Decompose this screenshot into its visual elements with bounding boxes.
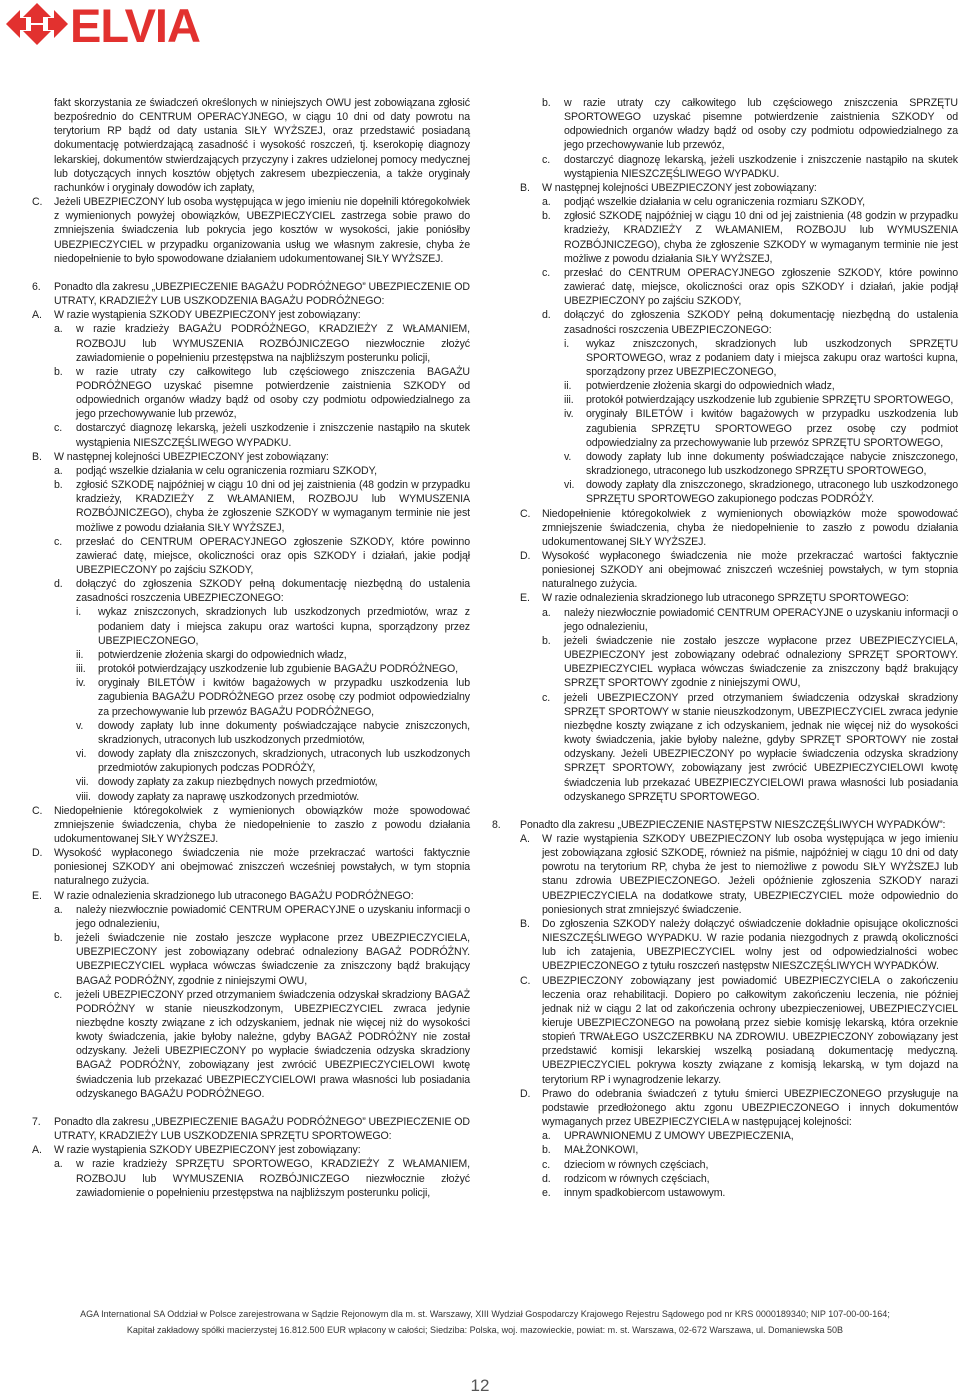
section-8 bbox=[492, 818, 958, 832]
list-label: b. bbox=[542, 210, 551, 223]
list-text: dowody zapłaty lub inne dokumenty poświadczające nabycie zniszczonych, skradzionych, utraconych lub uszkodzonych przedmiotów, bbox=[98, 719, 470, 746]
list-text: dowody zapłaty za naprawę uszkodzonych przedmiotów. bbox=[98, 790, 360, 803]
list-label: E. bbox=[32, 889, 42, 902]
list-label: c. bbox=[54, 535, 63, 548]
list-text: wykaz zniszczonych, skradzionych lub uszkodzonych przedmiotów, wraz z podaniem daty i miejsca zakupu oraz wartości kupna, sporządzony przez UBEZPIECZONEGO, bbox=[98, 606, 470, 647]
section-7 bbox=[32, 1115, 470, 1143]
list-text: dołączyć do zgłoszenia SZKODY pełną dokumentację niezbędną do ustalenia zasadności roszczenia UBEZPIECZONEGO: bbox=[564, 309, 958, 336]
section-number: 7. bbox=[32, 1115, 41, 1128]
list-item bbox=[32, 1143, 470, 1157]
list-text: jeżeli świadczenie nie zostało jeszcze wypłacone przez UBEZPIECZYCIELA, UBEZPIECZONY jest zobowiązany odebrać odnaleziony SPRZĘT SPORTOWY. UBEZPIECZYCIEL wypłaca wówczas świadczenie za zniszczony bądź brakujący SPRZĘT SPORTOWY zgodnie z niniejszymi OWU, bbox=[564, 634, 958, 690]
list-label: c. bbox=[542, 153, 551, 166]
list-item bbox=[542, 1158, 958, 1172]
list-label: d. bbox=[542, 1172, 551, 1185]
list-text: jeżeli świadczenie nie zostało jeszcze wypłacone przez UBEZPIECZYCIELA, UBEZPIECZONY jest zobowiązany odebrać odnaleziony BAGAŻ PODRÓŻNY. UBEZPIECZYCIEL wypłaca wówczas świadczenie za zniszczony bądź brakujący BAGAŻ PODRÓŻNY, zgodnie z niniejszymi OWU, bbox=[76, 932, 470, 987]
footer-line: AGA International SA Oddział w Polsce zarejestrowana w Sądzie Rejonowym dla m. st. Warszawy, XIII Wydział Gospodarczy Krajowego Rejestru Sądowego pod nr KRS 0000189340; NIP 107-00-00-164; bbox=[80, 1309, 890, 1319]
list-label: iv. bbox=[564, 408, 574, 421]
list-label: ii. bbox=[564, 380, 572, 393]
list-label: d. bbox=[54, 578, 63, 591]
list-text: Niedopełnienie któregokolwiek z wymienionych obowiązków może spowodować zmniejszenie świadczenia, chyba że niedopełnienie to zaszło z powodu działania udokumentowanej SIŁY WYŻSZEJ. bbox=[542, 507, 958, 548]
left-column bbox=[32, 96, 470, 1200]
list-item bbox=[32, 308, 470, 322]
list-text: przesłać do CENTRUM OPERACYJNEGO zgłoszenie SZKODY, które powinno zawierać datę, miejsce, okoliczności oraz opis SZKODY i działań, jakie podjął UBEZPIECZONY po zajściu SZKODY, bbox=[76, 535, 470, 576]
list-text: W następnej kolejności UBEZPIECZONY jest zobowiązany: bbox=[54, 450, 329, 463]
list-label: c. bbox=[542, 1158, 551, 1171]
list-label: v. bbox=[76, 719, 84, 732]
list-label: b. bbox=[54, 479, 63, 492]
list-item bbox=[32, 889, 470, 903]
list-label: a. bbox=[54, 323, 63, 336]
list-text: podjąć wszelkie działania w celu ograniczenia rozmiaru SZKODY, bbox=[76, 464, 377, 477]
list-text: Do zgłoszenia SZKODY należy dołączyć oświadczenie dokładnie opisujące okoliczności NIESZCZĘŚLIWEGO WYPADKU. W razie podania niezgodnych z prawdą okoliczności lub ich zatajenia, UBEZPIECZYCIEL wolny jest od odpowiedzialności wobec UBEZPIECZONEGO z tytułu roszczeń następstw NIESZCZĘŚLIWYCH WYPADKÓW. bbox=[542, 917, 958, 973]
list-text: UPRAWNIONEMU Z UMOWY UBEZPIECZENIA, bbox=[564, 1130, 794, 1143]
list-item bbox=[520, 507, 958, 549]
list-text: w razie utraty czy całkowitego lub częściowego zniszczenia SPRZĘTU SPORTOWEGO uzyskać pisemne potwierdzenie zaistnienia SZKODY od odpowiednich organów władzy bądź od osoby czy podmiotu odpowiedzialnego za jego przechowywanie lub przewóz, bbox=[564, 97, 958, 152]
list-text: W razie wystąpienia SZKODY UBEZPIECZONY jest zobowiązany: bbox=[54, 1144, 361, 1157]
list-item bbox=[54, 478, 470, 535]
list-text: dowody zapłaty za zakup niezbędnych nowych przedmiotów, bbox=[98, 776, 378, 789]
list-text: potwierdzenie złożenia skargi do odpowiednich władz, bbox=[98, 648, 347, 661]
list-text: MAŁŻONKOWI, bbox=[564, 1144, 639, 1157]
list-text: UBEZPIECZONY zobowiązany jest powiadomić UBEZPIECZYCIELA o zakończeniu leczenia oraz rehabilitacji. Dopiero po całkowitym zakończeniu leczenia, nie później jednak niż w ciągu 2 lat od zakończenia ochrony ubezpieczeniowej, UBEZPIECZYCIEL kieruje UBEZPIECZONEGO na powołaną przez siebie komisję lekarską, która orzeknie stopień TRWAŁEGO USZCZERBKU NA ZDROWIU. UBEZPIECZONY zobowiązany jest przedstawić komisji lekarskiej wszelką posiadaną dokumentację medyczną. UBEZPIECZYCIEL pokrywa koszty związane z komisją lekarską, w tym dojazd na terytorium RP i wynagrodzenie lekarzy. bbox=[542, 974, 958, 1086]
list-label: c. bbox=[54, 988, 63, 1001]
list-item bbox=[54, 535, 470, 577]
list-text: W razie odnalezienia skradzionego lub utraconego BAGAŻU PODRÓŻNEGO: bbox=[54, 889, 414, 902]
list-text: dostarczyć diagnozę lekarską, jeżeli uszkodzenie i zniszczenie nastąpiło na skutek wystąpienia NIESZCZĘŚLIWEGO WYPADKU. bbox=[76, 422, 470, 449]
list-item bbox=[54, 322, 470, 364]
brand-wordmark: ELVIA bbox=[70, 3, 200, 45]
section-6 bbox=[32, 280, 470, 308]
list-item bbox=[54, 464, 470, 478]
list-item bbox=[564, 379, 958, 393]
list-text: należy niezwłocznie powiadomić CENTRUM OPERACYJNE o uzyskaniu informacji o jego odnalezieniu, bbox=[564, 606, 958, 633]
list-item bbox=[76, 605, 470, 647]
list-text: oryginały BILETÓW i kwitów bagażowych w przypadku uszkodzenia lub zagubienia BAGAŻU PODRÓŻNEGO przez osobę czy podmiot odpowiedzialny za przechowywanie lub przewóz BAGAŻU PODRÓŻNEGO, bbox=[98, 677, 470, 718]
list-text: Niedopełnienie któregokolwiek z wymienionych obowiązków może spowodować zmniejszenie świadczenia, chyba że niedopełnienie to zaszło z powodu działania udokumentowanej SIŁY WYŻSZEJ. bbox=[54, 804, 470, 845]
list-item bbox=[542, 153, 958, 181]
list-text: Prawo do odebrania świadczeń z tytułu śmierci UBEZPIECZONEGO przysługuje na podstawie przedłożonego aktu zgonu UBEZPIECZONEGO i innych dokumentów wymaganych przez UBEZPIECZYCIELA w następującej kolejności: bbox=[542, 1087, 958, 1129]
list-label: b. bbox=[54, 932, 63, 945]
list-item bbox=[542, 634, 958, 691]
list-item bbox=[54, 577, 470, 605]
list-text: przesłać do CENTRUM OPERACYJNEGO zgłoszenie SZKODY, które powinno zawierać datę, miejsce, okoliczności oraz opis SZKODY i działań, jakie podjął UBEZPIECZONY po zajściu SZKODY, bbox=[564, 266, 958, 308]
list-item bbox=[76, 676, 470, 718]
list-item bbox=[542, 1143, 958, 1157]
list-text: dzieciom w równych częściach, bbox=[564, 1158, 709, 1171]
list-text: zgłosić SZKODĘ najpóźniej w ciągu 10 dni od jej zaistnienia (48 godzin w przypadku kradzieży, KRADZIEŻY Z WŁAMANIEM, ROZBOJU lub WYMUSZENIA ROZBÓJNICZEGO), chyba że zgłoszenie SZKODY w wymaganym terminie nie jest możliwe z powodu działania SIŁY WYŻSZEJ, bbox=[76, 479, 470, 534]
list-item bbox=[542, 209, 958, 266]
list-text: protokół potwierdzający uszkodzenie lub zgubienie SPRZĘTU SPORTOWEGO, bbox=[586, 394, 954, 407]
section-number: 6. bbox=[32, 280, 41, 293]
list-text: dostarczyć diagnozę lekarską, jeżeli uszkodzenie i zniszczenie nastąpiło na skutek wystąpienia NIESZCZĘŚLIWEGO WYPADKU. bbox=[564, 153, 958, 180]
list-item bbox=[520, 1087, 958, 1129]
list-label: c. bbox=[54, 422, 63, 435]
list-item bbox=[564, 478, 958, 506]
list-text: w razie kradzieży BAGAŻU PODRÓŻNEGO, KRADZIEŻY Z WŁAMANIEM, ROZBOJU lub WYMUSZENIA ROZBÓJNICZEGO niezwłocznie złożyć zawiadomienie o popełnieniu przestępstwa na najbliższym posterunku policji, bbox=[76, 323, 470, 364]
list-item bbox=[520, 917, 958, 974]
list-item bbox=[76, 648, 470, 662]
list-label: B. bbox=[520, 181, 530, 194]
list-label: vi. bbox=[564, 479, 575, 492]
list-text: w razie utraty czy całkowitego lub częściowego zniszczenia BAGAŻU PODRÓŻNEGO uzyskać pisemne potwierdzenie zaistnienia SZKODY od odpowiednich organów władzy bądź od osoby czy podmiotu odpowiedzialnego za jego przechowywanie lub przewóz, bbox=[76, 365, 470, 421]
list-label: iii. bbox=[76, 663, 86, 676]
list-item bbox=[542, 195, 958, 209]
list-item bbox=[32, 195, 470, 266]
list-text: dowody zapłaty dla zniszczonych, skradzionych, utraconych lub uszkodzonych przedmiotów zakupionych podczas PODRÓŻY, bbox=[98, 748, 470, 775]
list-label: d. bbox=[542, 309, 551, 322]
list-text: dowody zapłaty dla zniszczonego, skradzionego, utraconego lub uszkodzonego SPRZĘTU SPORTOWEGO zakupionego podczas PODRÓŻY. bbox=[586, 479, 958, 506]
list-item bbox=[520, 591, 958, 605]
list-label: C. bbox=[520, 507, 531, 520]
list-item bbox=[542, 1186, 958, 1200]
list-label: c. bbox=[542, 691, 551, 704]
footer bbox=[40, 1306, 930, 1338]
list-item bbox=[520, 974, 958, 1087]
section-title: Ponadto dla zakresu „UBEZPIECZENIE BAGAŻU PODRÓŻNEGO” UBEZPIECZENIE OD UTRATY, KRADZIEŻY LUB USZKODZENIA BAGAŻU PODRÓŻNEGO: bbox=[54, 280, 470, 308]
list-item bbox=[520, 549, 958, 591]
list-label: viii. bbox=[76, 790, 91, 803]
list-item bbox=[542, 96, 958, 153]
list-text: wykaz zniszczonych, skradzionych lub uszkodzonych SPRZĘTU SPORTOWEGO, wraz z podaniem daty i miejsca zakupu oraz wartości kupna, sporządzony przez UBEZPIECZONEGO, bbox=[586, 337, 958, 378]
list-label: b. bbox=[542, 634, 551, 647]
list-label: C. bbox=[32, 804, 43, 817]
list-label: c. bbox=[542, 266, 551, 279]
list-label: B. bbox=[520, 917, 530, 930]
list-item bbox=[564, 393, 958, 407]
footer-line: Kapitał zakładowy spółki macierzystej 16.812.500 EUR wpłacony w całości; Siedziba: Polska, woj. mazowieckie, powiat: m. st. Warszawa, 02-672 Warszawa, ul. Domaniewska 50B bbox=[126, 1325, 844, 1335]
list-item bbox=[76, 719, 470, 747]
list-item bbox=[542, 266, 958, 308]
list-label: E. bbox=[520, 592, 530, 605]
list-item bbox=[542, 308, 958, 336]
list-item bbox=[520, 832, 958, 917]
list-label: a. bbox=[54, 464, 63, 477]
list-item bbox=[520, 181, 958, 195]
paragraph: fakt skorzystania ze świadczeń określonych w niniejszych OWU jest zobowiązana zgłosić bezpośrednio do CENTRUM OPERACYJNEGO, w ciągu 10 dni od daty powrotu na terytorium RP bądź od daty ustania SIŁY WYŻSZEJ, oraz przedstawić posiadaną dokumentację potwierdzającą zasadność i wysokość roszczeń, tj. kserokopię diagnozy lekarskiej, dokumentów stwierdzających przyczyny i zakres udzielonej pomocy medycznej lub dotyczących innych kosztów objętych zakresem ubezpieczenia, a także oryginały rachunków i oryginały dowodów ich zapłaty, bbox=[54, 97, 470, 194]
list-text: należy niezwłocznie powiadomić CENTRUM OPERACYJNE o uzyskaniu informacji o jego odnalezieniu, bbox=[76, 903, 470, 930]
cross-emblem-icon bbox=[6, 3, 68, 45]
list-text: W razie wystąpienia SZKODY UBEZPIECZONY lub osoba występująca w jego imieniu jest zobowiązana zgłosić SZKODĘ, również na piśmie, najpóźniej w ciągu 10 dni od daty powrotu na terytorium RP, chyba że jest to niemożliwe z powodu SIŁY WYŻSZEJ lub stanu zdrowia UBEZPIECZONEGO. Jeżeli opóźnienie zgłoszenia SZKODY narazi UBEZPIECZYCIELA na dodatkowe straty, UBEZPIECZYCIEL może odpowiednio do poniesionych strat zmniejszyć świadczenie. bbox=[542, 832, 958, 916]
list-label: D. bbox=[32, 847, 43, 860]
list-item bbox=[542, 1172, 958, 1186]
list-text: rodzicom w równych częściach, bbox=[564, 1172, 710, 1185]
list-item bbox=[76, 775, 470, 789]
list-item bbox=[54, 931, 470, 988]
list-label: vii. bbox=[76, 776, 89, 789]
list-label: i. bbox=[564, 337, 570, 350]
list-text: W razie wystąpienia SZKODY UBEZPIECZONY jest zobowiązany: bbox=[54, 309, 361, 322]
list-item bbox=[32, 450, 470, 464]
list-label: b. bbox=[542, 1144, 551, 1157]
list-item bbox=[54, 421, 470, 449]
list-label: e. bbox=[542, 1186, 551, 1199]
list-label: ii. bbox=[76, 648, 84, 661]
list-text: oryginały BILETÓW i kwitów bagażowych w przypadku uszkodzenia lub zagubienia SPRZĘTU SPORTOWEGO przez osobę czy podmiot odpowiedzialny za przechowywanie lub przewóz SPRZĘTU SPORTOWEGO, bbox=[586, 408, 958, 449]
list-text: zgłosić SZKODĘ najpóźniej w ciągu 10 dni od jej zaistnienia (48 godzin w przypadku kradzieży, KRADZIEŻY Z WŁAMANIEM, ROZBOJU lub WYMUSZENIA ROZBÓJNICZEGO), chyba że zgłoszenie SZKODY w wymaganym terminie nie jest możliwe z powodu działania SIŁY WYŻSZEJ, bbox=[564, 210, 958, 265]
list-text: innym spadkobiercom ustawowym. bbox=[564, 1186, 726, 1199]
list-item bbox=[54, 1157, 470, 1199]
list-label: iv. bbox=[76, 677, 86, 690]
list-text: Jeżeli UBEZPIECZONY lub osoba występująca w jego imieniu nie dopełnili któregokolwiek z wymienionych powyżej obowiązków, UBEZPIECZYCIEL zastrzega sobie prawo do zmniejszenia świadczenia lub pokrycia jego kosztów w wysokości, jakie poniósłby UBEZPIECZYCIEL w przypadku organizowania usług we własnym zakresie, chyba że niedopełnienie to było spowodowane działaniem udokumentowanej SIŁY WYŻSZEJ. bbox=[54, 196, 470, 265]
right-column bbox=[492, 96, 958, 1200]
list-text: W razie odnalezienia skradzionego lub utraconego SPRZĘTU SPORTOWEGO: bbox=[542, 592, 909, 605]
list-text: jeżeli UBEZPIECZONY przed otrzymaniem świadczenia odzyskał skradziony SPRZĘT SPORTOWY w stanie nieuszkodzonym, UBEZPIECZYCIEL zwraca jedynie niezbędne koszty związane z ich odzyskaniem, jednak nie więcej niż do wysokości kwoty świadczenia, jakie byłoby należne, gdyby SPRZĘT SPORTOWY nie został odzyskany. Jeżeli UBEZPIECZONY po wypłacie świadczenia odzyska skradziony SPRZĘT SPORTOWY, zobowiązany jest zwrócić UBEZPIECZYCIELOWI kwotę świadczenia lub przekazać UBEZPIECZYCIELOWI prawa własności lub posiadania odzyskanego SPRZĘTU SPORTOWEGO. bbox=[564, 691, 958, 803]
list-text: dowody zapłaty lub inne dokumenty poświadczające nabycie zniszczonego, skradzionego, utraconego lub uszkodzonego SPRZĘTU SPORTOWEGO, bbox=[586, 450, 958, 478]
list-label: a. bbox=[542, 196, 551, 209]
list-label: a. bbox=[54, 903, 63, 916]
list-label: b. bbox=[542, 97, 551, 109]
list-item bbox=[564, 450, 958, 478]
list-text: W następnej kolejności UBEZPIECZONY jest zobowiązany: bbox=[542, 181, 817, 194]
list-item bbox=[542, 606, 958, 634]
list-text: potwierdzenie złożenia skargi do odpowiednich władz, bbox=[586, 380, 835, 393]
list-label: A. bbox=[520, 832, 530, 845]
list-item bbox=[54, 988, 470, 1101]
list-label: C. bbox=[32, 196, 43, 209]
section-number: 8. bbox=[492, 818, 501, 831]
list-label: a. bbox=[54, 1158, 63, 1171]
list-item bbox=[76, 790, 470, 804]
list-item bbox=[76, 662, 470, 676]
list-item bbox=[76, 747, 470, 775]
section-title: Ponadto dla zakresu „UBEZPIECZENIE NASTĘPSTW NIESZCZĘŚLIWYCH WYPADKÓW”: bbox=[520, 818, 946, 831]
list-item bbox=[32, 804, 470, 846]
list-label: vi. bbox=[76, 748, 87, 761]
list-label: D. bbox=[520, 1087, 531, 1100]
list-text: podjąć wszelkie działania w celu ograniczenia rozmiaru SZKODY, bbox=[564, 196, 865, 209]
list-label: D. bbox=[520, 550, 531, 562]
elvia-logo bbox=[6, 3, 270, 45]
list-text: dołączyć do zgłoszenia SZKODY pełną dokumentację niezbędną do ustalenia zasadności roszczenia UBEZPIECZONEGO: bbox=[76, 578, 470, 605]
list-text: Wysokość wypłaconego świadczenia nie może przekraczać wartości faktycznie poniesionej SZKODY ani obejmować zniszczeń wcześniej powstałych, w tym stopnia naturalnego zużycia. bbox=[542, 550, 958, 591]
list-item bbox=[564, 407, 958, 449]
list-item bbox=[542, 1129, 958, 1143]
list-text: w razie kradzieży SPRZĘTU SPORTOWEGO, KRADZIEŻY Z WŁAMANIEM, ROZBOJU lub WYMUSZENIA ROZBÓJNICZEGO niezwłocznie złożyć zawiadomienie o popełnieniu przestępstwa na najbliższym posterunku policji, bbox=[76, 1158, 470, 1199]
list-label: a. bbox=[542, 1130, 551, 1143]
list-label: B. bbox=[32, 450, 42, 463]
list-label: A. bbox=[32, 1144, 42, 1157]
list-label: i. bbox=[76, 606, 82, 619]
list-item bbox=[32, 846, 470, 888]
section-title: Ponadto dla zakresu „UBEZPIECZENIE BAGAŻU PODRÓŻNEGO” UBEZPIECZENIE OD UTRATY, KRADZIEŻY LUB USZKODZENIA SPRZĘTU SPORTOWEGO: bbox=[54, 1115, 470, 1143]
list-label: iii. bbox=[564, 394, 574, 407]
list-label: A. bbox=[32, 309, 42, 322]
list-item bbox=[54, 903, 470, 931]
list-label: b. bbox=[54, 365, 63, 378]
list-label: C. bbox=[520, 974, 531, 987]
page-number: 12 bbox=[470, 1376, 490, 1395]
list-label: v. bbox=[564, 450, 572, 463]
list-item bbox=[54, 365, 470, 422]
list-item bbox=[542, 691, 958, 804]
list-text: Wysokość wypłaconego świadczenia nie może przekraczać wartości faktycznie poniesionej SZKODY ani obejmować zniszczeń wcześniej powstałych, w tym stopnia naturalnego zużycia. bbox=[54, 847, 470, 888]
list-text: jeżeli UBEZPIECZONY przed otrzymaniem świadczenia odzyskał skradziony BAGAŻ PODRÓŻNY w stanie nieuszkodzonym, UBEZPIECZYCIEL zwraca jedynie niezbędne koszty związane z ich odzyskaniem, jednak nie więcej niż do wysokości kwoty świadczenia, jakie byłoby należne, gdyby BAGAŻ PODRÓŻNY nie został odzyskany. Jeżeli UBEZPIECZONY po wypłacie świadczenia odzyska skradziony BAGAŻ PODRÓŻNY, zobowiązany jest zwrócić UBEZPIECZYCIELOWI kwotę świadczenia lub przekazać UBEZPIECZYCIELOWI prawa własności lub posiadania odzyskanego BAGAŻU PODRÓŻNEGO. bbox=[76, 988, 470, 1100]
list-label: a. bbox=[542, 606, 551, 619]
list-item bbox=[564, 337, 958, 379]
list-text: protokół potwierdzający uszkodzenie lub zgubienie BAGAŻU PODRÓŻNEGO, bbox=[98, 663, 459, 676]
